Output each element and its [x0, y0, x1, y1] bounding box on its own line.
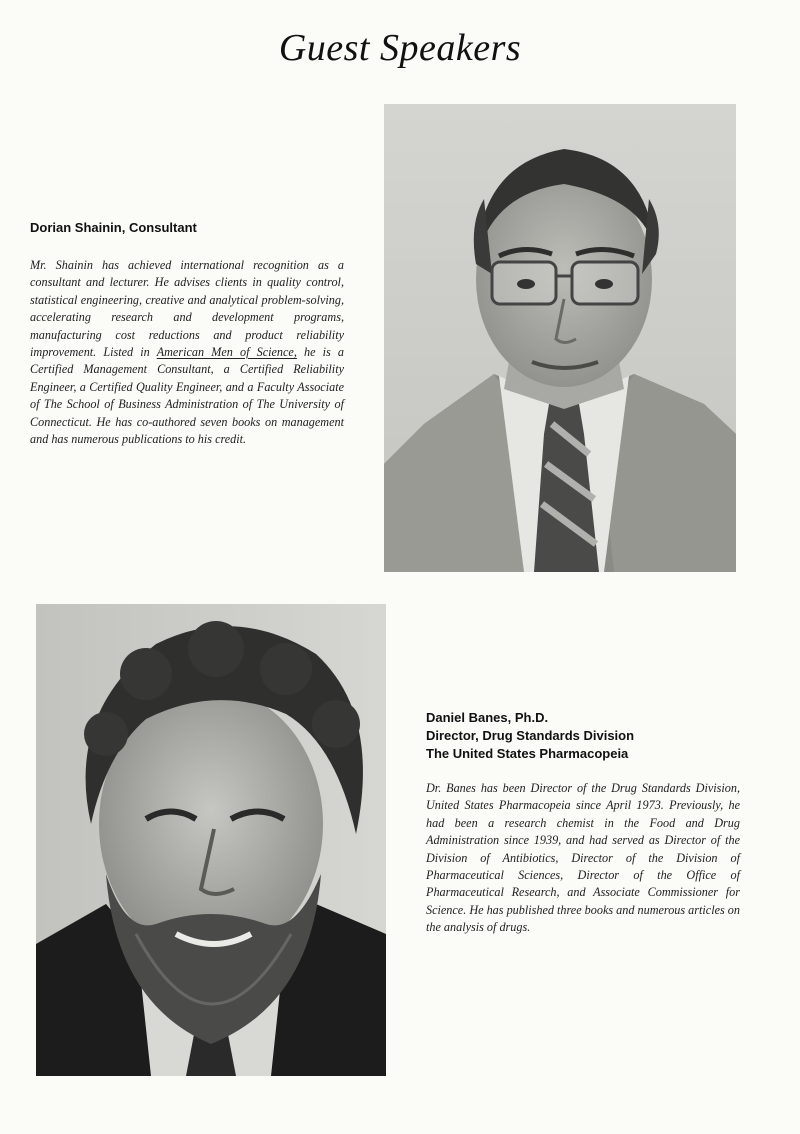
- speaker-2-heading: [426, 709, 634, 763]
- speaker-1-bio-publication: American Men of Science,: [156, 345, 297, 360]
- speaker-1-bio-part-1: Mr. Shainin has achieved international recognition as a consultant and lecturer. He advises clients in quality control, statistical engineering, creative and analytical problem-solving, accelerating research and development programs, manufacturing cost reductions and product reliability improvement. Listed in: [30, 258, 344, 360]
- speaker-2-bio: Dr. Banes has been Director of the Drug Standards Division, United States Pharmacopeia since April 1973. Previously, he had been a research chemist in the Food and Drug Administration since 1939, and had served as Director of the Division of Antibiotics, Director of the Division of Pharmaceutical Sciences, Director of the Office of Pharmaceutical Research, and Associate Commissioner for Science. He has published three books and numerous articles on the analysis of drugs.: [426, 781, 740, 935]
- speaker-2-title: Director, Drug Standards Division: [426, 728, 635, 743]
- speaker-2-name: Daniel Banes, Ph.D.: [426, 710, 549, 725]
- speaker-2-organization: The United States Pharmacopeia: [426, 746, 629, 761]
- speaker-1-heading: [30, 219, 197, 237]
- speaker-1-bio: [30, 257, 344, 448]
- page-title: Guest Speakers: [278, 27, 522, 69]
- speaker-photo-banes: [36, 604, 386, 1076]
- speaker-1-bio-part-2: he is a Certified Management Consultant, a Certified Reliability Engineer, a Certified Quality Engineer, and a Faculty Associate of The School of Business Administration of The University of Connecticut. He has co-authored seven books on management and has numerous publications to his credit.: [30, 345, 345, 447]
- speaker-1-name: Dorian Shainin, Consultant: [30, 220, 197, 235]
- speaker-photo-shainin: [384, 104, 736, 572]
